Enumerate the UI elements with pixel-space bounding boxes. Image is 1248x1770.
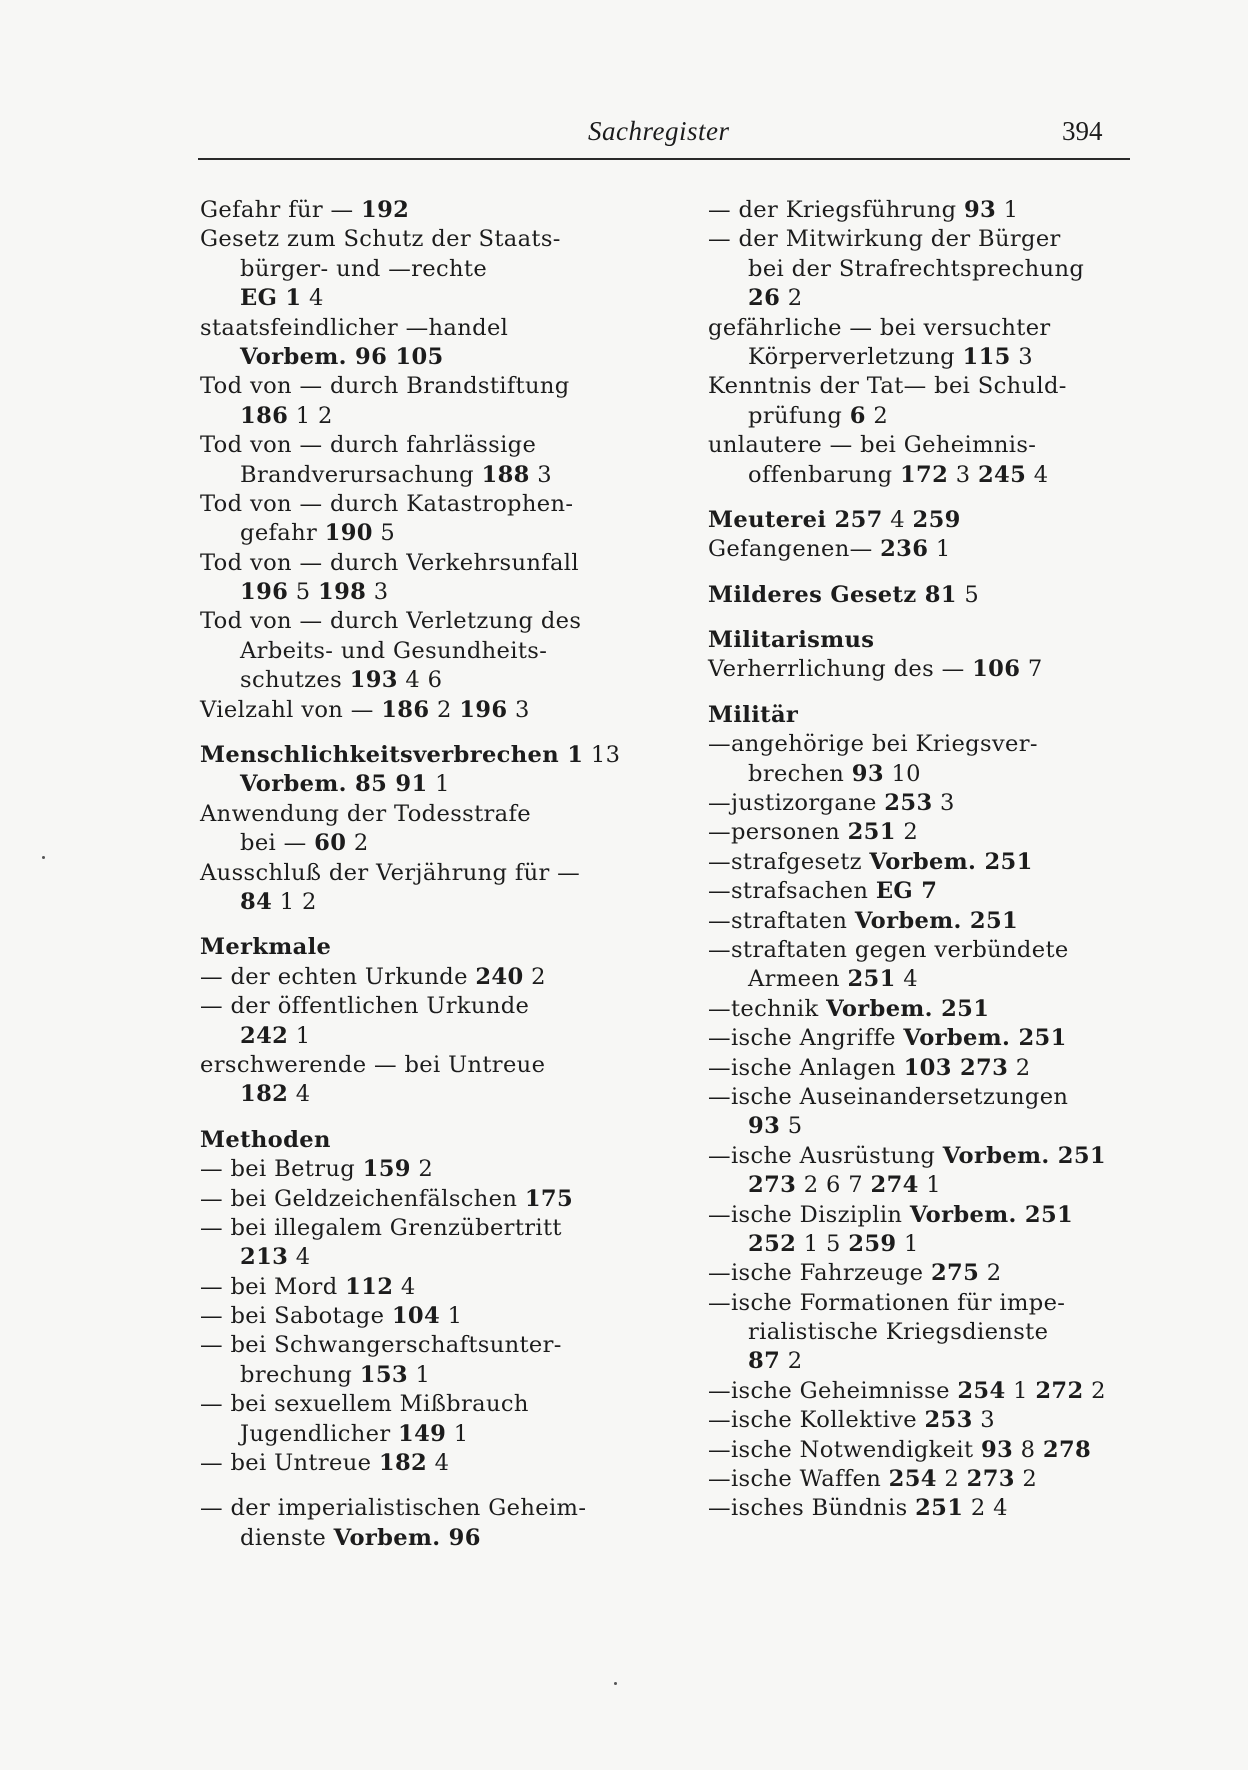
index-reference: 87: [748, 1348, 781, 1375]
header-rule: [198, 158, 1130, 160]
index-reference: Vorbem. 96: [333, 1524, 481, 1551]
index-reference: 6: [849, 402, 866, 429]
index-reference: 175: [524, 1185, 574, 1212]
index-text: 3: [507, 696, 530, 723]
index-reference: 93: [748, 1113, 781, 1140]
index-text: 2: [936, 1466, 967, 1493]
index-reference: Merkmale: [200, 934, 332, 961]
index-entry: [708, 1201, 1148, 1230]
index-text: offenbarung: [748, 461, 900, 488]
index-text: 4: [427, 1450, 450, 1477]
index-text: 1 2: [288, 402, 333, 429]
index-entry: [200, 549, 660, 578]
index-text: dienste: [240, 1524, 334, 1551]
index-text: 5: [372, 520, 396, 547]
index-heading: [708, 506, 1148, 535]
index-entry: [708, 1465, 1148, 1494]
index-reference: 273: [966, 1466, 1015, 1493]
index-text: Tod von — durch Verkehrsunfall: [200, 549, 579, 576]
index-entry: [708, 196, 1148, 225]
index-text: —ische Auseinandersetzungen: [708, 1083, 1069, 1110]
index-subline: [200, 284, 660, 313]
index-entry: [200, 1051, 660, 1080]
paper-speck: [42, 856, 45, 859]
index-text: Brandverursachung: [240, 461, 482, 488]
index-text: 2: [346, 830, 369, 857]
index-text: 2: [865, 402, 889, 429]
index-text: Tod von — durch fahrlässige: [200, 432, 537, 459]
index-text: unlautere — bei Geheimnis-: [708, 432, 1037, 459]
index-entry: [200, 859, 660, 888]
index-reference: 112: [345, 1273, 394, 1300]
index-reference: 153: [359, 1361, 408, 1388]
index-entry: [708, 1289, 1148, 1318]
index-entry: [708, 848, 1148, 877]
index-text: 2: [410, 1156, 434, 1183]
index-entry: [200, 1390, 660, 1419]
index-text: — bei Untreue: [200, 1450, 379, 1477]
index-text: 4: [288, 1244, 311, 1271]
index-reference: Vorbem. 251: [903, 1025, 1067, 1052]
index-reference: 115: [962, 343, 1011, 370]
entry-gap: [200, 1478, 660, 1494]
index-subline: [200, 255, 660, 284]
index-entry: [708, 431, 1148, 460]
index-text: 4: [301, 285, 324, 312]
index-text: —ische Geheimnisse: [708, 1377, 958, 1404]
index-reference: 159: [362, 1156, 411, 1183]
index-entry: [200, 1155, 660, 1184]
index-text: —ische Ausrüstung: [708, 1142, 943, 1169]
index-text: 2: [1014, 1466, 1038, 1493]
index-entry: [708, 818, 1148, 847]
index-text: —straftaten: [708, 907, 855, 934]
paper-speck: [614, 1682, 617, 1685]
index-reference: 182: [378, 1450, 428, 1477]
index-entry: [708, 789, 1148, 818]
index-text: Arbeits- und Gesundheits-: [240, 637, 548, 664]
index-text: Tod von — durch Brandstiftung: [200, 373, 570, 400]
index-subline: [200, 666, 660, 695]
index-subline: [200, 1080, 660, 1109]
index-subline: [200, 1022, 660, 1051]
index-text: Gefahr für —: [200, 197, 362, 223]
index-reference: 274: [870, 1172, 919, 1199]
index-entry: [708, 1054, 1148, 1083]
index-entry: [708, 1142, 1148, 1171]
index-text: — bei Schwangerschaftsunter-: [200, 1332, 562, 1359]
index-text: 2: [780, 285, 803, 312]
index-text: 1: [928, 536, 951, 563]
index-text: — bei illegalem Grenzübertritt: [200, 1214, 562, 1241]
index-text: prüfung: [748, 402, 850, 429]
index-reference: 172: [899, 461, 949, 488]
index-text: 1: [1005, 1377, 1036, 1404]
index-reference: 103 273: [903, 1054, 1009, 1081]
index-reference: Vorbem. 251: [826, 995, 990, 1022]
index-reference: 198: [318, 579, 367, 606]
index-reference: 254: [957, 1377, 1006, 1404]
entry-gap: [200, 725, 660, 741]
index-subline: [708, 1230, 1148, 1259]
index-text: 1: [288, 1022, 311, 1049]
index-text: 1: [918, 1172, 942, 1199]
index-reference: 193: [349, 667, 398, 694]
index-entry: [708, 907, 1148, 936]
index-text: Anwendung der Todesstrafe: [200, 800, 531, 827]
index-text: 2: [979, 1260, 1002, 1287]
index-heading: [708, 581, 1148, 610]
index-text: 1: [896, 1230, 919, 1257]
index-text: —angehörige bei Kriegsver-: [708, 731, 1038, 758]
index-text: 1: [996, 197, 1019, 223]
index-reference: 272: [1035, 1377, 1084, 1404]
index-reference: 188: [481, 461, 530, 488]
index-text: 4: [1026, 461, 1049, 488]
index-reference: 196: [240, 579, 289, 606]
index-subline: [200, 461, 660, 490]
index-reference: 60: [314, 830, 347, 857]
index-reference: 240: [475, 963, 524, 990]
index-reference: Vorbem. 251: [869, 848, 1033, 875]
index-reference: EG 7: [875, 878, 938, 905]
index-subline: [200, 519, 660, 548]
index-text: 4: [393, 1273, 416, 1300]
index-text: —ische Angriffe: [708, 1025, 904, 1052]
index-text: staatsfeindlicher —handel: [200, 314, 509, 341]
index-text: 3: [1010, 343, 1034, 370]
index-entry: [200, 1185, 660, 1214]
index-text: —strafgesetz: [708, 848, 870, 875]
index-text: brechen: [748, 760, 852, 787]
index-entry: [200, 1494, 660, 1523]
index-reference: 213: [240, 1244, 289, 1271]
index-text: Gefangenen—: [708, 536, 881, 563]
index-subline: [200, 343, 660, 372]
index-reference: Militär: [708, 701, 799, 728]
index-text: 1: [407, 1361, 431, 1388]
index-text: 4 6: [397, 667, 443, 694]
index-reference: 275: [930, 1260, 980, 1287]
index-entry: [708, 995, 1148, 1024]
index-subline: [200, 1243, 660, 1272]
index-entry: [708, 877, 1148, 906]
index-column-left: [200, 196, 660, 1553]
index-subline: [708, 1347, 1148, 1376]
index-subline: [708, 343, 1148, 372]
index-reference: Militarismus: [708, 627, 875, 654]
index-reference: 253: [924, 1407, 973, 1434]
entry-gap: [708, 610, 1148, 626]
index-reference: 149: [398, 1420, 447, 1447]
index-reference: 251: [847, 819, 896, 846]
index-reference: 93: [963, 197, 997, 223]
index-entry: [200, 225, 660, 254]
index-text: 1: [446, 1420, 469, 1447]
index-text: —ische Waffen: [708, 1466, 889, 1493]
index-entry: [708, 314, 1148, 343]
index-reference: 192: [361, 197, 410, 223]
index-entry: [200, 1331, 660, 1360]
index-text: 1 5: [796, 1230, 849, 1257]
index-heading: [200, 741, 660, 770]
index-entry: [708, 1494, 1148, 1523]
index-entry: [708, 225, 1148, 254]
index-subline: [708, 255, 1148, 284]
index-reference: 186: [381, 696, 430, 723]
index-entry: [200, 696, 660, 725]
index-entry: [708, 936, 1148, 965]
index-subline: [200, 1524, 660, 1553]
index-reference: 104: [391, 1303, 441, 1330]
index-subline: [708, 402, 1148, 431]
index-subline: [708, 965, 1148, 994]
index-entry: [708, 1436, 1148, 1465]
index-reference: 251: [915, 1495, 964, 1522]
index-text: —strafsachen: [708, 878, 876, 905]
index-reference: 190: [324, 520, 373, 547]
index-reference: Menschlichkeitsverbrechen 1: [200, 742, 584, 769]
index-entry: [200, 490, 660, 519]
entry-gap: [200, 917, 660, 933]
index-subline: [708, 1112, 1148, 1141]
index-reference: 196: [459, 696, 508, 723]
index-entry: [200, 1273, 660, 1302]
index-heading: [708, 701, 1148, 730]
index-text: 2 6 7: [796, 1172, 871, 1199]
index-reference: Methoden: [200, 1126, 331, 1153]
index-text: 1: [440, 1303, 463, 1330]
index-text: — der Kriegsführung: [708, 197, 964, 223]
index-subline: [708, 1318, 1148, 1347]
index-text: 1 2: [272, 888, 317, 915]
index-text: Gesetz zum Schutz der Staats-: [200, 226, 561, 253]
index-subline: [200, 578, 660, 607]
index-text: bei —: [240, 830, 315, 857]
index-entry: [200, 992, 660, 1021]
index-text: 2: [780, 1348, 803, 1375]
index-entry: [708, 655, 1148, 684]
index-heading: [708, 626, 1148, 655]
index-text: —ische Kollektive: [708, 1407, 925, 1434]
index-text: gefahr: [240, 520, 325, 547]
index-text: —personen: [708, 819, 848, 846]
index-entry: [708, 1259, 1148, 1288]
index-reference: 252: [748, 1230, 797, 1257]
index-entry: [708, 1406, 1148, 1435]
index-text: 3: [948, 461, 978, 488]
index-entry: [200, 1214, 660, 1243]
index-text: rialistische Kriegsdienste: [748, 1319, 1049, 1346]
index-text: —ische Disziplin: [708, 1201, 910, 1228]
index-text: — der echten Urkunde: [200, 963, 476, 990]
index-text: —ische Formationen für impe-: [708, 1289, 1066, 1316]
index-reference: 84: [240, 888, 273, 915]
page-number: 394: [1062, 116, 1103, 146]
index-reference: Vorbem. 251: [942, 1142, 1106, 1169]
index-entry: [200, 1449, 660, 1478]
index-text: —ische Notwendigkeit: [708, 1436, 981, 1463]
index-subline: [200, 637, 660, 666]
index-text: — bei Mord: [200, 1273, 346, 1300]
index-text: 2: [523, 963, 546, 990]
index-text: — bei sexuellem Mißbrauch: [200, 1391, 529, 1418]
index-text: 3: [972, 1407, 995, 1434]
index-subline: [708, 461, 1148, 490]
index-reference: Milderes Gesetz 81: [708, 581, 957, 608]
index-entry: [708, 730, 1148, 759]
index-text: 8: [1013, 1436, 1043, 1463]
index-text: 2 4: [963, 1495, 1008, 1522]
index-text: Körperverletzung: [748, 343, 963, 370]
index-subline: [200, 888, 660, 917]
index-reference: 26: [748, 285, 781, 312]
index-entry: [708, 1024, 1148, 1053]
index-text: Kenntnis der Tat— bei Schuld-: [708, 373, 1067, 400]
index-text: schutzes: [240, 667, 350, 694]
index-text: Jugendlicher: [240, 1420, 399, 1447]
index-reference: 186: [240, 402, 289, 429]
index-text: 4: [882, 506, 913, 533]
index-subline: [708, 1171, 1148, 1200]
index-subline: [200, 1361, 660, 1390]
index-reference: 259: [848, 1230, 897, 1257]
index-reference: 93: [851, 760, 884, 787]
index-text: bürger- und —rechte: [240, 255, 488, 282]
index-reference: 273: [748, 1172, 797, 1199]
index-text: 2: [895, 819, 919, 846]
index-text: 3: [366, 579, 389, 606]
index-reference: 93: [980, 1436, 1014, 1463]
index-text: Ausschluß der Verjährung für —: [200, 859, 581, 886]
index-text: — der imperialistischen Geheim-: [200, 1495, 587, 1522]
entry-gap: [708, 685, 1148, 701]
index-reference: EG 1: [240, 285, 302, 312]
index-reference: 251: [847, 966, 896, 993]
entry-gap: [200, 1110, 660, 1126]
running-header-title: Sachregister: [588, 116, 730, 146]
index-text: —justizorgane: [708, 790, 885, 817]
index-reference: 106: [972, 656, 1021, 683]
index-heading: [200, 933, 660, 962]
index-subline: [200, 770, 660, 799]
entry-gap: [708, 565, 1148, 581]
index-reference: Vorbem. 251: [909, 1201, 1074, 1228]
index-reference: 182: [240, 1081, 289, 1108]
index-text: 7: [1020, 656, 1043, 683]
index-reference: Vorbem. 96 105: [240, 343, 444, 370]
index-heading: [200, 1126, 660, 1155]
index-text: gefährliche — bei versuchter: [708, 314, 1051, 341]
index-reference: 259: [912, 506, 961, 533]
index-subline: [200, 402, 660, 431]
index-reference: 245: [977, 461, 1027, 488]
index-text: — der öffentlichen Urkunde: [200, 993, 530, 1020]
index-text: —isches Bündnis: [708, 1495, 916, 1522]
index-entry: [200, 1302, 660, 1331]
index-text: —ische Anlagen: [708, 1054, 904, 1081]
index-entry: [708, 372, 1148, 401]
index-text: Armeen: [748, 966, 848, 993]
index-reference: Meuterei 257: [708, 506, 883, 533]
index-entry: [200, 372, 660, 401]
index-text: Tod von — durch Katastrophen-: [200, 490, 574, 517]
index-entry: [200, 431, 660, 460]
index-text: erschwerende — bei Untreue: [200, 1051, 546, 1078]
index-reference: Vorbem. 85 91: [240, 771, 428, 798]
index-entry: [708, 1377, 1148, 1406]
index-text: — bei Geldzeichenfälschen: [200, 1185, 525, 1212]
index-text: 2: [429, 696, 460, 723]
index-text: 3: [932, 790, 955, 817]
index-text: Vielzahl von —: [200, 696, 382, 723]
index-subline: [708, 760, 1148, 789]
index-subline: [200, 829, 660, 858]
index-text: 2: [1083, 1377, 1106, 1404]
index-entry: [200, 963, 660, 992]
index-subline: [200, 1420, 660, 1449]
index-reference: Vorbem. 251: [854, 907, 1019, 934]
index-text: 2: [1008, 1054, 1031, 1081]
index-text: bei der Strafrechtsprechung: [748, 255, 1085, 282]
index-reference: 253: [884, 790, 933, 817]
index-text: 5: [288, 579, 319, 606]
index-text: — der Mitwirkung der Bürger: [708, 226, 1061, 253]
index-text: 3: [529, 461, 552, 488]
index-entry: [200, 607, 660, 636]
index-text: 1: [427, 771, 450, 798]
index-text: — bei Betrug: [200, 1156, 363, 1183]
index-text: 10: [883, 760, 921, 787]
index-text: —ische Fahrzeuge: [708, 1260, 931, 1287]
index-entry: [708, 535, 1148, 564]
index-text: Tod von — durch Verletzung des: [200, 608, 582, 635]
index-text: —technik: [708, 995, 827, 1022]
index-reference: 278: [1042, 1436, 1092, 1463]
index-column-right: [708, 196, 1148, 1524]
index-text: Verherrlichung des —: [708, 656, 973, 683]
index-text: 4: [288, 1081, 311, 1108]
index-entry: [200, 800, 660, 829]
index-text: 5: [780, 1113, 803, 1140]
index-entry: [200, 196, 660, 225]
index-entry: [708, 1083, 1148, 1112]
index-entry: [200, 314, 660, 343]
index-text: — bei Sabotage: [200, 1303, 392, 1330]
index-reference: 236: [880, 536, 929, 563]
index-reference: 254: [888, 1466, 937, 1493]
index-text: 5: [956, 581, 980, 608]
index-text: 13: [583, 742, 621, 769]
index-text: 4: [895, 966, 918, 993]
index-text: brechung: [240, 1361, 360, 1388]
index-reference: 242: [240, 1022, 289, 1049]
index-text: —straftaten gegen verbündete: [708, 936, 1069, 963]
index-subline: [708, 284, 1148, 313]
entry-gap: [708, 490, 1148, 506]
